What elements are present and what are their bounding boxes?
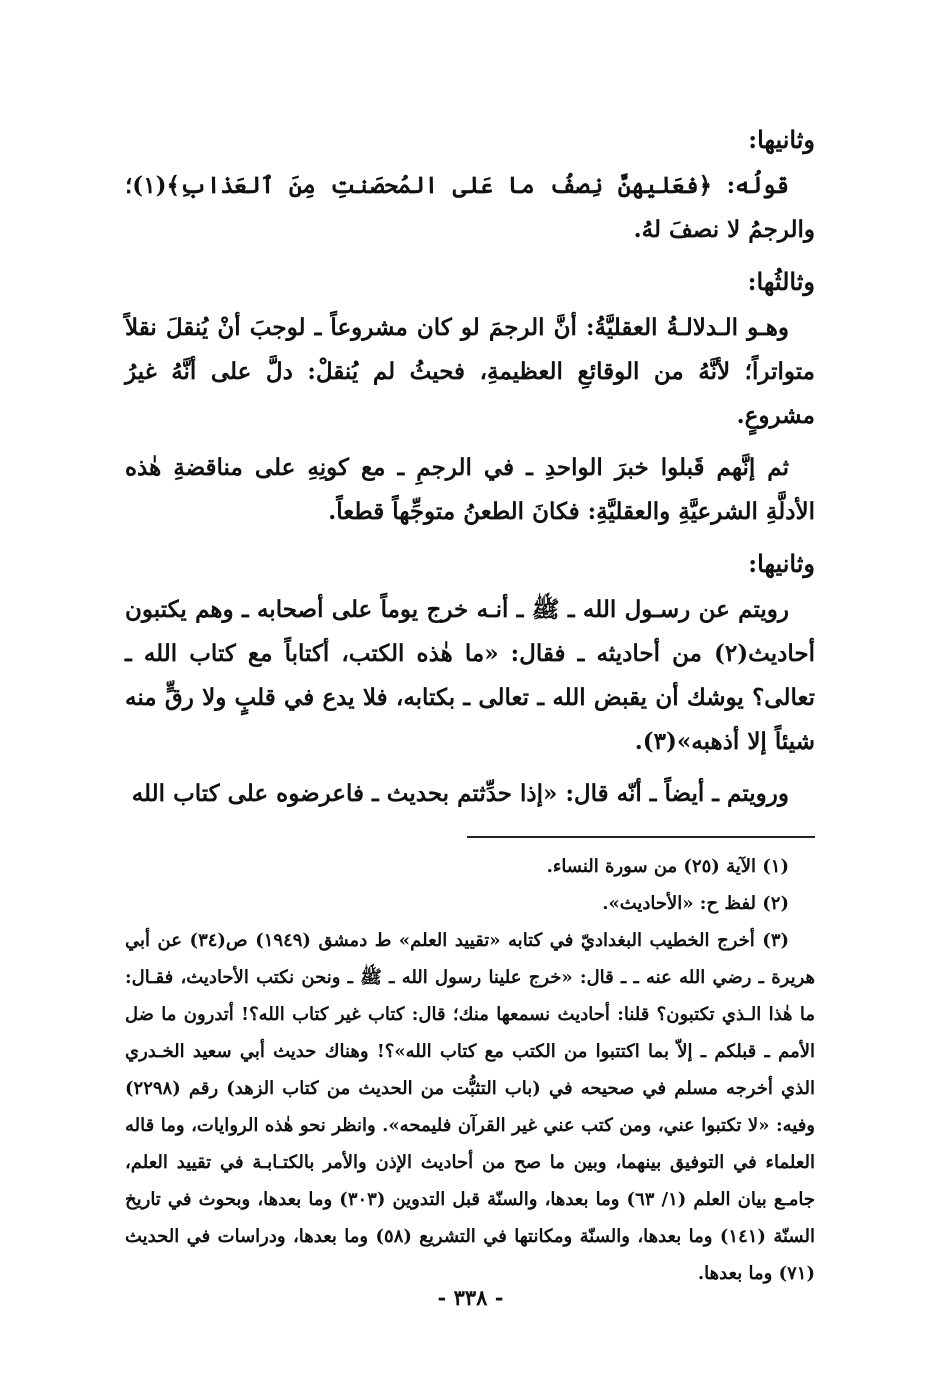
paragraph-hadith-writing: رويتم عن رسـول الله ـ ﷺ ـ أنـه خرج يوماً على أصحابه ـ وهم يكتبون أحاديث(٢) من أحاديثه ـ فقال: «ما هٰذه الكتب، أكتاباً مع كتاب الله ـ تعالى؟ يوشك أن يقبض الله ـ تعالى ـ بكتابه، فلا يدع في قلبٍ ولا رقٍّ منه شيئاً إلا أذهبه»(٣). bbox=[125, 596, 815, 755]
footnote-separator bbox=[467, 836, 815, 838]
paragraph-rational-proof: وهـو الـدلالـةُ العقليَّةُ: أنَّ الرجمَ لو كان مشروعاً ـ لوجبَ أنْ يُنقلَ نقلاً متواتراً؛ لأنَّهُ من الوقائعِ العظيمةِ، فحيثُ لم يُنقلْ: دلَّ على أنَّهُ غيرُ مشروعٍ. bbox=[125, 314, 815, 429]
section-heading-second-b: وثانيها: bbox=[748, 549, 815, 578]
page-number: - ٣٣٨ - bbox=[437, 1285, 504, 1310]
footnote-3: (٣) أخرج الخطيب البغداديّ في كتابه «تقييد العلم» ط دمشق (١٩٤٩) ص(٣٤) عن أبي هريرة ـ رضي الله عنه ـ ـ قال: «خرج علينا رسول الله ـ ﷺ ـ ونحن نكتب الأحاديث، فقـال: ما هٰذا الـذي تكتبون؟ قلنا: أحاديث نسمعها منك؛ قال: كتاب غير كتاب الله؟! أتدرون ما ضل الأمم ـ قبلكم ـ إلاّ بما اكتتبوا من الكتب مع كتاب الله»؟! وهناك حديث أبي سعيد الخـدري الذي أخرجه مسلم في صحيحه في (باب التثبُّت من الحديث من كتاب الزهد) رقم (٢٢٩٨) وفيه: «لا تكتبوا عني، ومن كتب عني غير القرآن فليمحه». وانظر نحو هٰذه الروايات، وما قاله العلماء في التوفيق بينهما، وبين ما صح من أحاديث الإذن والأمر بالكتـابـة في تقييد العلم، جامـع بيان العلم (١/ ٦٣) وما بعدها، والسنّة قبل التدوين (٣٠٣) وما بعدها، وبحوث في تاريخ السنّة (١٤١) وما بعدها، والسنّة ومكانتها في التشريع (٥٨) وما بعدها، ودراسات في الحديث (٧١) وما بعدها. bbox=[125, 930, 815, 1284]
footnote-2: (٢) لفظ ح: «الأحاديث». bbox=[602, 893, 789, 914]
paragraph-hadith-presentation: ورويتم ـ أيضاً ـ أنّه قال: «إذا حدِّثتم بحديث ـ فاعرضوه على كتاب الله bbox=[131, 780, 789, 807]
paragraph-single-report: ثم إنَّهم قَبلوا خبرَ الواحدِ ـ في الرجمِ ـ مع كونِهِ على مناقضةِ هٰذه الأدلَّةِ الشرعيَّةِ والعقليَّةِ: فكانَ الطعنُ متوجِّهاً قطعاً. bbox=[125, 454, 815, 525]
paragraph-quran-verse: قولُه: ﴿فعَليهنَّ نِصفُ ما عَلى المُحصَنتِ مِنَ ٱلعَذابِ﴾(١)؛ والرجمُ لا نصفَ لهُ. bbox=[125, 172, 815, 243]
footnote-1: (١) الآية (٢٥) من سورة النساء. bbox=[546, 856, 789, 877]
section-heading-third: وثالثُها: bbox=[747, 267, 815, 296]
section-heading-second: وثانيها: bbox=[748, 125, 815, 154]
page-content bbox=[125, 110, 815, 1292]
